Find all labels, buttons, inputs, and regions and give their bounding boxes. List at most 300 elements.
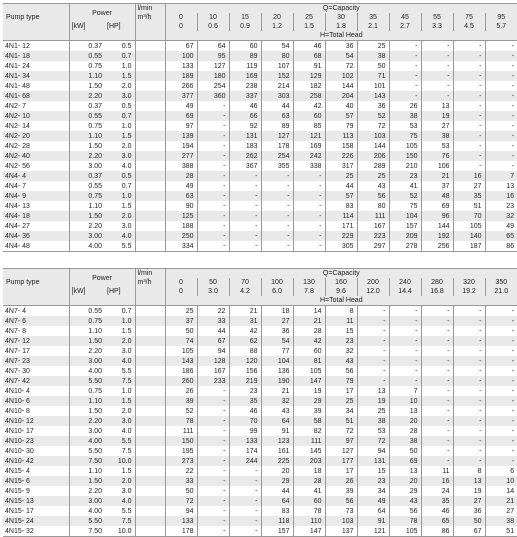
head-value-cell: 44: [197, 326, 229, 336]
head-value-cell: 36: [357, 101, 389, 111]
head-value-cell: 28: [389, 426, 421, 436]
blank-cell: [135, 141, 165, 151]
head-value-cell: 85: [293, 121, 325, 131]
head-value-cell: 72: [165, 496, 197, 506]
flow-m3h-value: 5.7: [485, 22, 517, 31]
head-value-cell: 27: [421, 121, 453, 131]
head-value-cell: -: [197, 456, 229, 466]
head-value-cell: 158: [325, 141, 357, 151]
head-value-cell: -: [453, 51, 485, 61]
head-value-cell: 49: [485, 221, 517, 231]
blank-cell: [135, 336, 165, 346]
flow-lmin-value: 0: [165, 13, 197, 22]
head-value-cell: 111: [357, 211, 389, 221]
power-hp-cell: 2.0: [105, 211, 135, 221]
blank-cell: [135, 326, 165, 336]
flow-lmin-value: 240: [389, 278, 421, 287]
head-value-cell: -: [485, 426, 517, 436]
head-value-cell: -: [229, 171, 261, 181]
head-value-cell: 60: [229, 41, 261, 52]
blank-cell: [135, 287, 165, 296]
head-value-cell: -: [421, 71, 453, 81]
head-value-cell: 35: [453, 191, 485, 201]
head-value-cell: 139: [165, 131, 197, 141]
head-value-cell: -: [357, 366, 389, 376]
head-value-cell: 56: [325, 496, 357, 506]
flow-m3h-value: 9.6: [325, 287, 357, 296]
head-value-cell: 167: [197, 366, 229, 376]
unit-m3h-label: m³/h: [135, 13, 165, 22]
head-value-cell: 121: [293, 131, 325, 141]
table-row: [3, 446, 517, 456]
table-row: [3, 151, 517, 161]
head-value-cell: 23: [389, 171, 421, 181]
head-value-cell: 50: [389, 446, 421, 456]
head-value-cell: -: [485, 386, 517, 396]
pump-type-cell: 4N2- 7: [3, 101, 69, 111]
head-value-cell: 209: [389, 231, 421, 241]
power-kw-cell: 1.10: [69, 326, 105, 336]
power-kw-cell: 1.50: [69, 81, 105, 91]
power-hp-cell: 1.5: [105, 201, 135, 211]
head-value-cell: 65: [421, 516, 453, 526]
head-value-cell: -: [197, 121, 229, 131]
head-value-cell: 23: [325, 336, 357, 346]
head-value-cell: 258: [293, 91, 325, 101]
blank-cell: [135, 221, 165, 231]
head-value-cell: -: [453, 326, 485, 336]
head-value-cell: -: [453, 356, 485, 366]
head-value-cell: 377: [165, 91, 197, 101]
head-value-cell: 21: [485, 496, 517, 506]
power-hp-cell: 1.0: [105, 61, 135, 71]
blank-cell: [135, 231, 165, 241]
flow-lmin-value: 20: [261, 13, 293, 22]
head-value-cell: 178: [261, 141, 293, 151]
table-row: [3, 231, 517, 241]
head-value-cell: 42: [293, 101, 325, 111]
head-value-cell: -: [389, 336, 421, 346]
head-value-cell: 36: [325, 41, 357, 52]
head-value-cell: -: [453, 81, 485, 91]
power-hp-cell: 10.0: [105, 456, 135, 466]
pump-type-cell: 4N15- 17: [3, 506, 69, 516]
power-hp-cell: 0.7: [105, 181, 135, 191]
power-hp-cell: 4.0: [105, 496, 135, 506]
head-value-cell: 226: [325, 151, 357, 161]
header-row-m3h: [3, 22, 517, 31]
head-value-cell: 337: [229, 91, 261, 101]
head-value-cell: 13: [453, 476, 485, 486]
power-kw-cell: 7.50: [69, 456, 105, 466]
head-value-cell: -: [197, 476, 229, 486]
head-value-cell: -: [453, 426, 485, 436]
table-row: [3, 191, 517, 201]
head-value-cell: -: [197, 486, 229, 496]
head-value-cell: -: [389, 326, 421, 336]
head-value-cell: 13: [421, 101, 453, 111]
head-value-cell: -: [453, 446, 485, 456]
flow-m3h-value: 6.0: [261, 287, 293, 296]
head-value-cell: 90: [165, 201, 197, 211]
flow-m3h-value: 16.8: [421, 287, 453, 296]
blank-cell: [3, 31, 69, 41]
flow-m3h-value: 0: [165, 287, 197, 296]
head-value-cell: 104: [389, 211, 421, 221]
head-value-cell: 39: [325, 486, 357, 496]
head-value-cell: 74: [165, 336, 197, 346]
head-value-cell: 137: [325, 526, 357, 537]
head-value-cell: 113: [325, 131, 357, 141]
flow-lmin-value: 15: [229, 13, 261, 22]
head-value-cell: 143: [165, 356, 197, 366]
head-value-cell: 8: [453, 466, 485, 476]
head-value-cell: 203: [293, 456, 325, 466]
head-value-cell: -: [485, 161, 517, 171]
blank-cell: [135, 386, 165, 396]
power-kw-cell: 0.55: [69, 51, 105, 61]
head-value-cell: 50: [165, 326, 197, 336]
pump-table-2: [3, 268, 517, 537]
head-value-cell: 190: [261, 376, 293, 386]
pump-type-cell: 4N15- 32: [3, 526, 69, 537]
blank-cell: [135, 476, 165, 486]
total-head-header: H=Total Head: [165, 31, 517, 41]
head-value-cell: -: [453, 121, 485, 131]
head-value-cell: 169: [229, 71, 261, 81]
table-row: [3, 326, 517, 336]
head-value-cell: -: [229, 201, 261, 211]
head-value-cell: -: [421, 366, 453, 376]
head-value-cell: 22: [165, 466, 197, 476]
head-value-cell: 133: [229, 436, 261, 446]
head-value-cell: -: [357, 326, 389, 336]
head-value-cell: 11: [421, 466, 453, 476]
head-value-cell: 75: [389, 131, 421, 141]
head-value-cell: 25: [357, 406, 389, 416]
head-value-cell: 70: [453, 211, 485, 221]
head-value-cell: -: [357, 316, 389, 326]
head-value-cell: 169: [293, 141, 325, 151]
head-value-cell: -: [197, 506, 229, 516]
head-value-cell: 46: [293, 41, 325, 52]
head-value-cell: -: [293, 171, 325, 181]
pump-type-cell: 4N4- 13: [3, 201, 69, 211]
hp-unit-header: [HP]: [105, 287, 135, 296]
table-row: [3, 181, 517, 191]
head-value-cell: -: [357, 376, 389, 386]
flow-lmin-value: 75: [453, 13, 485, 22]
table-row: [3, 476, 517, 486]
head-value-cell: 189: [165, 71, 197, 81]
flow-m3h-value: 4.5: [453, 22, 485, 31]
power-hp-cell: 7.5: [105, 446, 135, 456]
head-value-cell: 43: [261, 406, 293, 416]
flow-lmin-value: 100: [261, 278, 293, 287]
head-value-cell: 72: [325, 61, 357, 71]
head-value-cell: 67: [197, 336, 229, 346]
head-value-cell: 127: [261, 131, 293, 141]
head-value-cell: 92: [229, 121, 261, 131]
pump-type-cell: 4N7- 4: [3, 306, 69, 317]
head-value-cell: -: [421, 446, 453, 456]
head-value-cell: -: [485, 51, 517, 61]
flow-lmin-value: 200: [357, 278, 389, 287]
pump-type-cell: 4N2- 56: [3, 161, 69, 171]
head-value-cell: -: [229, 496, 261, 506]
head-value-cell: -: [293, 231, 325, 241]
power-kw-cell: 3.00: [69, 356, 105, 366]
table-row: [3, 486, 517, 496]
head-value-cell: 131: [357, 456, 389, 466]
head-value-cell: 104: [261, 356, 293, 366]
head-value-cell: -: [293, 201, 325, 211]
power-kw-cell: 1.50: [69, 141, 105, 151]
head-value-cell: 62: [229, 336, 261, 346]
pump-type-cell: 4N4- 48: [3, 241, 69, 252]
flow-m3h-value: 3.0: [197, 287, 229, 296]
head-value-cell: 26: [165, 386, 197, 396]
head-value-cell: -: [197, 396, 229, 406]
head-value-cell: 136: [261, 366, 293, 376]
head-value-cell: 53: [421, 141, 453, 151]
head-value-cell: 140: [453, 231, 485, 241]
power-hp-cell: 4.0: [105, 426, 135, 436]
head-value-cell: 52: [389, 191, 421, 201]
head-value-cell: 42: [229, 326, 261, 336]
power-kw-cell: 4.00: [69, 436, 105, 446]
flow-m3h-value: 0.9: [229, 22, 261, 31]
head-value-cell: 29: [261, 476, 293, 486]
flow-lmin-value: 160: [325, 278, 357, 287]
head-value-cell: -: [421, 61, 453, 71]
head-value-cell: 44: [261, 101, 293, 111]
head-value-cell: -: [197, 211, 229, 221]
flow-m3h-value: 12.0: [357, 287, 389, 296]
power-hp-cell: 0.5: [105, 171, 135, 181]
power-kw-cell: 4.00: [69, 506, 105, 516]
head-value-cell: 54: [261, 41, 293, 52]
head-value-cell: -: [229, 221, 261, 231]
blank-cell: [135, 41, 165, 52]
head-value-cell: -: [421, 306, 453, 317]
blank-cell: [135, 71, 165, 81]
blank-cell: [135, 366, 165, 376]
head-value-cell: -: [293, 211, 325, 221]
head-value-cell: 129: [293, 71, 325, 81]
power-hp-cell: 0.7: [105, 51, 135, 61]
head-value-cell: -: [261, 191, 293, 201]
head-value-cell: -: [453, 416, 485, 426]
head-value-cell: 76: [421, 151, 453, 161]
table-row: [3, 356, 517, 366]
head-value-cell: 13: [485, 181, 517, 191]
head-value-cell: 28: [165, 171, 197, 181]
head-value-cell: -: [389, 61, 421, 71]
blank-cell: [135, 456, 165, 466]
head-value-cell: -: [421, 416, 453, 426]
head-value-cell: 338: [293, 161, 325, 171]
table-row: [3, 466, 517, 476]
pump-type-cell: 4N7- 12: [3, 336, 69, 346]
power-kw-cell: 0.55: [69, 306, 105, 317]
head-value-cell: -: [485, 456, 517, 466]
flow-m3h-value: 2.1: [357, 22, 389, 31]
head-value-cell: -: [485, 446, 517, 456]
pump-table-1: [3, 3, 517, 252]
head-value-cell: 107: [261, 61, 293, 71]
power-hp-cell: 4.0: [105, 231, 135, 241]
header-row-head: [3, 31, 517, 41]
head-value-cell: 94: [197, 346, 229, 356]
head-value-cell: -: [453, 41, 485, 52]
flow-m3h-value: 1.2: [261, 22, 293, 31]
head-value-cell: -: [261, 221, 293, 231]
head-value-cell: 77: [261, 346, 293, 356]
head-value-cell: 105: [453, 221, 485, 231]
pump-type-cell: 4N10- 17: [3, 426, 69, 436]
power-hp-cell: 1.5: [105, 396, 135, 406]
head-value-cell: 54: [325, 51, 357, 61]
head-value-cell: 11: [325, 316, 357, 326]
head-value-cell: -: [197, 131, 229, 141]
head-value-cell: 188: [165, 221, 197, 231]
total-head-header: H=Total Head: [165, 296, 517, 306]
head-value-cell: 229: [325, 231, 357, 241]
head-value-cell: 174: [229, 446, 261, 456]
power-kw-cell: 3.00: [69, 161, 105, 171]
head-value-cell: 56: [357, 191, 389, 201]
power-kw-cell: 3.00: [69, 496, 105, 506]
head-value-cell: 60: [293, 496, 325, 506]
head-value-cell: -: [485, 416, 517, 426]
head-value-cell: -: [421, 396, 453, 406]
head-value-cell: 58: [293, 416, 325, 426]
flow-m3h-value: 21.0: [485, 287, 517, 296]
head-value-cell: -: [389, 316, 421, 326]
head-value-cell: 24: [421, 486, 453, 496]
head-value-cell: -: [421, 81, 453, 91]
power-hp-cell: 2.0: [105, 81, 135, 91]
power-kw-cell: 0.75: [69, 316, 105, 326]
head-value-cell: 360: [197, 91, 229, 101]
power-header: Power: [69, 269, 135, 288]
head-value-cell: 23: [485, 201, 517, 211]
head-value-cell: 28: [293, 476, 325, 486]
head-value-cell: 72: [325, 426, 357, 436]
head-value-cell: 118: [261, 516, 293, 526]
head-value-cell: 187: [453, 241, 485, 252]
head-value-cell: 60: [293, 346, 325, 356]
head-value-cell: -: [357, 306, 389, 317]
capacity-header: Q=Capacity: [165, 4, 517, 14]
table-row: [3, 456, 517, 466]
head-value-cell: 250: [165, 231, 197, 241]
head-value-cell: -: [293, 191, 325, 201]
power-kw-cell: 4.00: [69, 241, 105, 252]
power-hp-cell: 1.0: [105, 386, 135, 396]
head-value-cell: -: [389, 366, 421, 376]
flow-m3h-value: 0.6: [197, 22, 229, 31]
head-value-cell: 25: [357, 171, 389, 181]
pump-type-cell: 4N7- 8: [3, 326, 69, 336]
head-value-cell: 50: [165, 486, 197, 496]
head-value-cell: 150: [389, 151, 421, 161]
pump-type-cell: 4N1- 68: [3, 91, 69, 101]
head-value-cell: 388: [165, 161, 197, 171]
power-kw-cell: 1.50: [69, 476, 105, 486]
power-hp-cell: 5.5: [105, 506, 135, 516]
head-value-cell: 52: [165, 406, 197, 416]
flow-lmin-value: 35: [357, 13, 389, 22]
head-value-cell: 14: [485, 486, 517, 496]
blank-cell: [135, 306, 165, 317]
power-hp-cell: 1.5: [105, 131, 135, 141]
pump-type-cell: 4N15- 6: [3, 476, 69, 486]
head-value-cell: 79: [325, 121, 357, 131]
blank-cell: [135, 131, 165, 141]
head-value-cell: 178: [165, 526, 197, 537]
pump-type-header: Pump type: [3, 269, 69, 297]
head-value-cell: 44: [325, 181, 357, 191]
power-kw-cell: 5.50: [69, 516, 105, 526]
head-value-cell: -: [389, 346, 421, 356]
head-value-cell: -: [197, 241, 229, 252]
head-value-cell: -: [421, 316, 453, 326]
head-value-cell: 95: [197, 51, 229, 61]
head-value-cell: 106: [421, 161, 453, 171]
head-value-cell: 38: [357, 416, 389, 426]
head-value-cell: 38: [421, 131, 453, 141]
flow-m3h-value: 4.2: [229, 287, 261, 296]
pump-type-cell: 4N10- 23: [3, 436, 69, 446]
head-value-cell: 89: [229, 51, 261, 61]
head-value-cell: -: [229, 191, 261, 201]
head-value-cell: 89: [261, 121, 293, 131]
power-hp-cell: 3.0: [105, 486, 135, 496]
pump-type-cell: 4N2- 14: [3, 121, 69, 131]
head-value-cell: -: [485, 306, 517, 317]
head-value-cell: 167: [357, 221, 389, 231]
head-value-cell: 206: [357, 151, 389, 161]
head-value-cell: 46: [421, 506, 453, 516]
table-row: [3, 131, 517, 141]
head-value-cell: 20: [389, 416, 421, 426]
head-value-cell: -: [485, 81, 517, 91]
head-value-cell: 16: [453, 171, 485, 181]
head-value-cell: -: [389, 81, 421, 91]
head-value-cell: -: [389, 306, 421, 317]
head-value-cell: -: [389, 51, 421, 61]
head-value-cell: 64: [357, 506, 389, 516]
head-value-cell: 121: [357, 526, 389, 537]
head-value-cell: 96: [421, 211, 453, 221]
kw-unit-header: [kW]: [69, 22, 105, 31]
flow-lmin-value: 25: [293, 13, 325, 22]
head-value-cell: 10: [485, 476, 517, 486]
blank-cell: [135, 121, 165, 131]
pump-type-cell: 4N4- 4: [3, 171, 69, 181]
head-value-cell: 33: [165, 476, 197, 486]
head-value-cell: 256: [421, 241, 453, 252]
head-value-cell: 28: [293, 326, 325, 336]
power-kw-cell: 0.75: [69, 61, 105, 71]
flow-m3h-value: 7.8: [293, 287, 325, 296]
head-value-cell: 46: [229, 406, 261, 416]
head-value-cell: -: [389, 356, 421, 366]
table-row: [3, 51, 517, 61]
head-value-cell: -: [453, 396, 485, 406]
